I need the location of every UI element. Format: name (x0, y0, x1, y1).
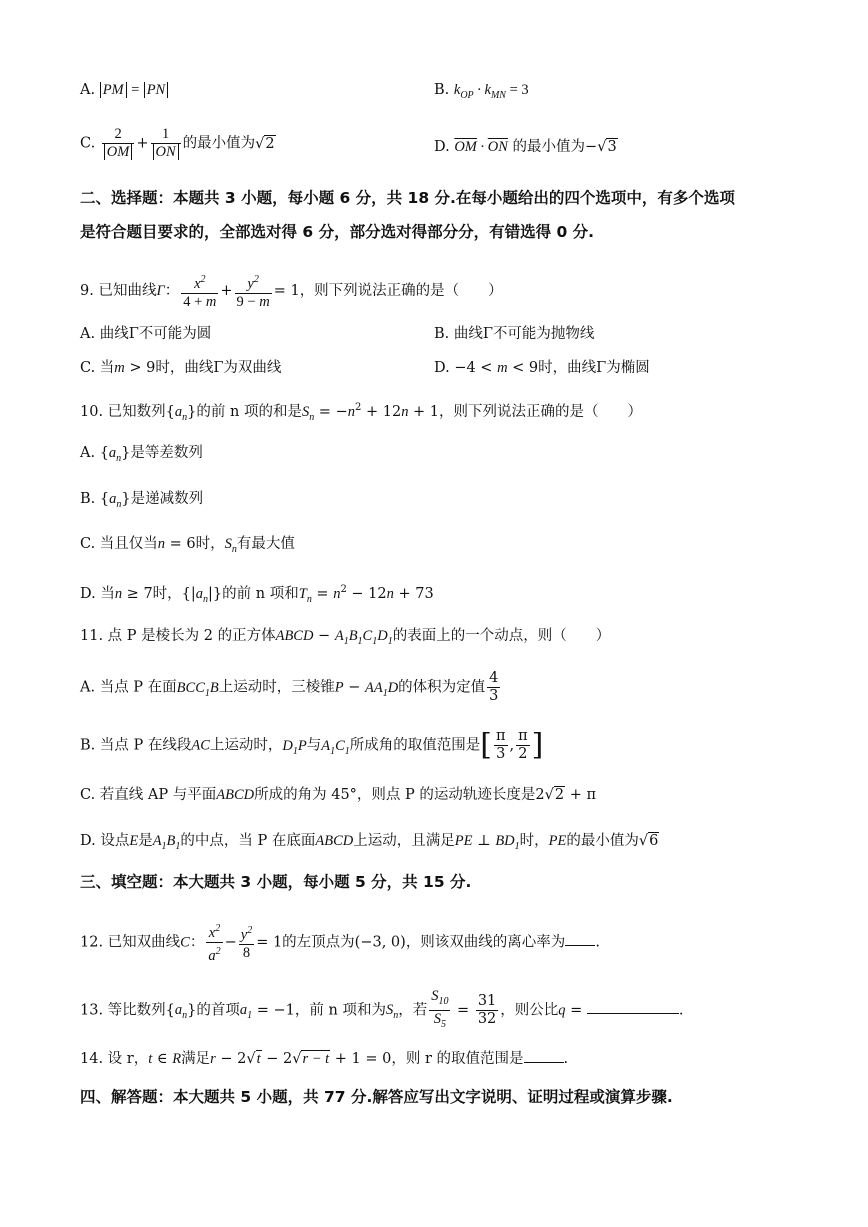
q12-stem: 12. 已知双曲线C： $\frac{x^2}{a^2}$ − $\frac{y^2}{8}$ = 1的左顶点为(−3, 0)，则该双曲线的离心率为 . (80, 920, 600, 965)
q13-stem: 13. 等比数列$\{a_n\}$的首项$a_1 = -1$，前 n 项和为$S_n$，若 $\frac{S_{10}}{S_5}$ = $\frac{31}{32}$ ，则公比q = . (80, 988, 684, 1030)
q11-option-a: A. 当点 P 在面$BCC_1B$上运动时，三棱锥$P - AA_1D$的体积为定值 $\frac{4}{3}$ (80, 670, 499, 704)
q11-option-c: C. 若直线 AP 与平面ABCD所成的角为 45°，则点 P 的运动轨迹长度是2√2 + π (80, 787, 597, 803)
section2-heading-line1: 二、选择题：本题共 3 小题，每小题 6 分，共 18 分.在每小题给出的四个选项中，有多个选项 (80, 189, 735, 207)
q9-option-c: C. 当m > 9时，曲线Γ为双曲线 (80, 360, 282, 376)
section3-heading: 三、填空题：本大题共 3 小题，每小题 5 分，共 15 分. (80, 873, 472, 891)
q9-option-a: A. 曲线Γ不可能为圆 (80, 326, 212, 342)
q11-option-b: B. 当点 P 在线段AC上运动时，$D_1P$与$A_1C_1$所成角的取值范围是[ $\frac{\pi}{3}$ , $\frac{\pi}{2}$ ] (80, 727, 544, 763)
section2-heading-line2: 是符合题目要求的，全部选对得 6 分，部分选对得部分分，有错选得 0 分. (80, 223, 595, 241)
q10-option-b: B. $\{a_n\}$是递减数列 (80, 491, 204, 510)
q10-option-d: D. 当n ≥ 7时，$\{|a_n|\}$的前 n 项和$T_n = n^2 - 12n + 73$ (80, 584, 434, 605)
q8-option-b: B. $k_{OP} \cdot k_{MN} = 3$ (434, 82, 529, 101)
q10-stem: 10. 已知数列$\{a_n\}$的前 n 项的和是$S_n = -n^2 + 12n + 1$，则下列说法正确的是（ ） (80, 402, 643, 423)
q8-option-c: C. $\frac{2}{OM}$ + $\frac{1}{ON}$ 的最小值为√2 (80, 126, 275, 160)
q8-option-a: A. PM = PN (80, 80, 168, 100)
q11-option-d: D. 设点E是$A_1B_1$的中点，当 P 在底面ABCD上运动，且满足PE ⊥ $BD_1$时，PE的最小值为√6 (80, 833, 659, 852)
q9-stem: 9. 已知曲线Γ： $\frac{x^2}{4 + m}$ + $\frac{y^2}{9 - m}$ = 1，则下列说法正确的是（ ） (80, 271, 503, 311)
q11-stem: 11. 点 P 是棱长为 2 的正方体ABCD − $A_1B_1C_1D_1$的表面上的一个动点，则（ ） (80, 628, 611, 647)
q12-answer-blank[interactable] (565, 931, 595, 946)
q9-option-d: D. −4 < m < 9时，曲线Γ为椭圆 (434, 360, 650, 376)
q14-stem: 14. 设 r，t ∈ R满足r − 2√t − 2√r − t + 1 = 0，则 r 的取值范围是 . (80, 1048, 568, 1069)
q10-option-a: A. $\{a_n\}$是等差数列 (80, 445, 203, 464)
q10-option-c: C. 当且仅当n = 6时，$S_n$有最大值 (80, 536, 295, 555)
q13-answer-blank[interactable] (587, 999, 679, 1014)
q14-answer-blank[interactable] (524, 1048, 564, 1063)
q8-option-d: D. $\overline{OM} \cdot \overline{ON}$ 的最小值为−√3 (434, 139, 617, 155)
section4-heading: 四、解答题：本大题共 5 小题，共 77 分.解答应写出文字说明、证明过程或演算步骤. (80, 1088, 673, 1106)
q9-option-b: B. 曲线Γ不可能为抛物线 (434, 326, 595, 342)
